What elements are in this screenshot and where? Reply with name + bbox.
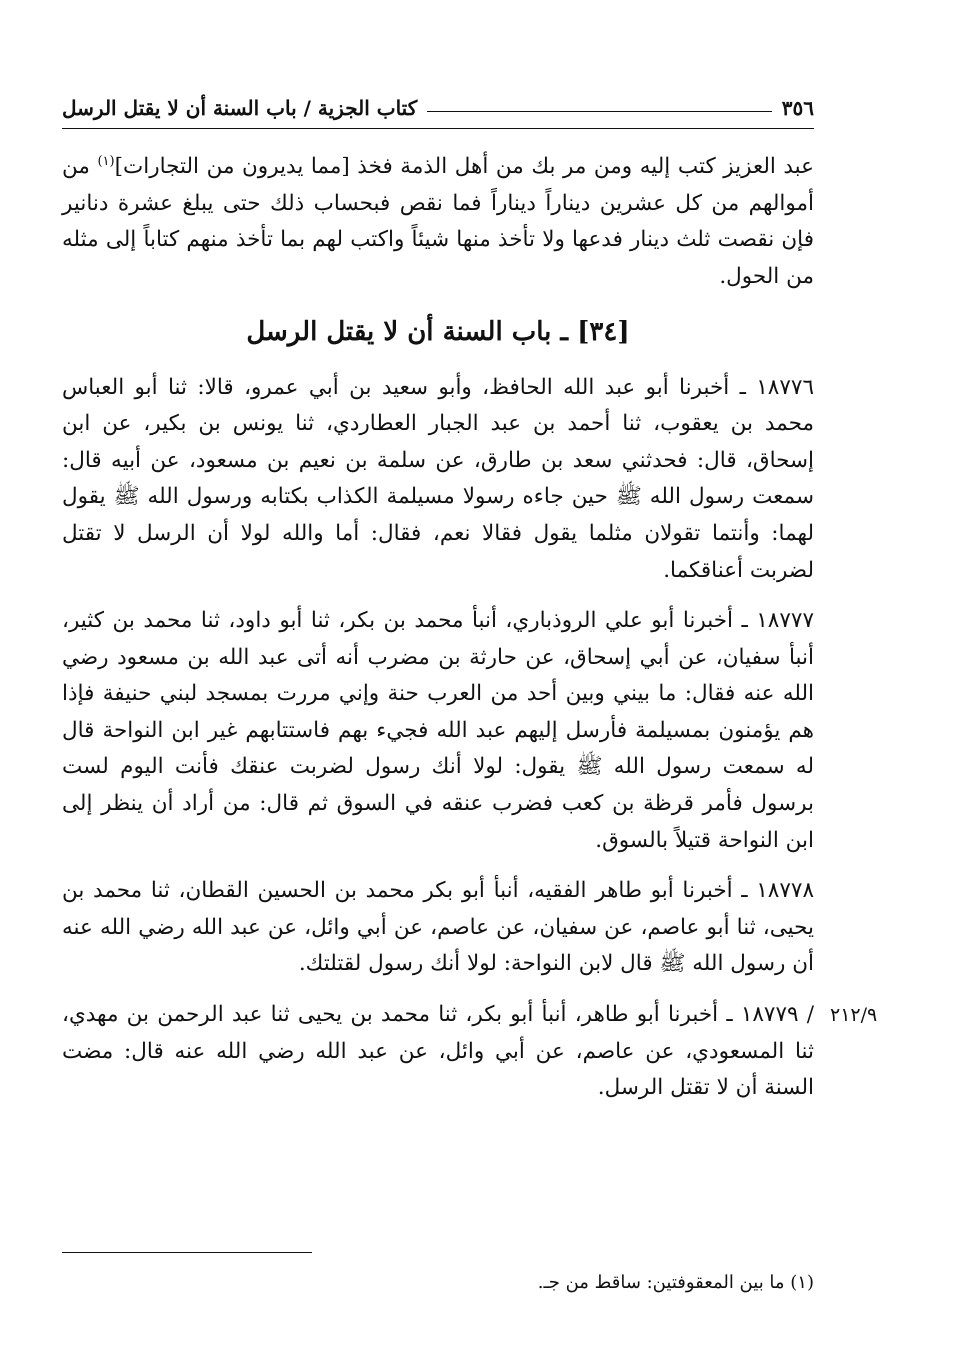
hadith-18778: ١٨٧٧٨ ـ أخبرنا أبو طاهر الفقيه، أنبأ أبو بكر محمد بن الحسين القطان، ثنا محمد بن يحيى، ثنا أبو عاصم، عن سفيان، عن عاصم، عن أبي وائل، عن عبد الله رضي الله عنه أن رسول الله ﷺ قال لابن النواحة: لولا أنك رسول لقتلتك. <box>62 878 814 977</box>
hadith-18777: ١٨٧٧٧ ـ أخبرنا أبو علي الروذباري، أنبأ محمد بن بكر، ثنا أبو داود، ثنا محمد بن كثير، أنبأ سفيان، عن أبي إسحاق، عن حارثة بن مضرب أنه أتى عبد الله بن مسعود رضي الله عنه فقال: ما بيني وبين أحد من العرب حنة وإني مررت بمسجد لبني حنيفة فإذا هم يؤمنون بمسيلمة فأرسل إليهم عبد الله فجيء بهم فاستتابهم غير ابن النواحة قال له سمعت رسول الله ﷺ يقول: لولا أنك رسول لضربت عنقك فأنت اليوم لست برسول فأمر قرظة بن كعب فضرب عنقه في السوق ثم قال: من أراد أن ينظر إلى ابن النواحة قتيلاً بالسوق. <box>62 608 814 853</box>
hadith-18776: ١٨٧٧٦ ـ أخبرنا أبو عبد الله الحافظ، وأبو سعيد بن أبي عمرو، قالا: ثنا أبو العباس محمد بن يعقوب، ثنا أحمد بن عبد الجبار العطاردي، ثنا يونس بن بكير، عن ابن إسحاق، قال: فحدثني سعد بن طارق، عن سلمة بن نعيم بن مسعود، عن أبيه قال: سمعت رسول الله ﷺ حين جاءه رسولا مسيلمة الكذاب بكتابه ورسول الله ﷺ يقول لهما: وأنتما تقولان مثلما يقول فقالا نعم، فقال: أما والله لولا أن الرسل لا تقتل لضربت أعناقكما. <box>62 374 814 583</box>
footnote-divider <box>62 1252 312 1253</box>
paragraph-text-a: عبد العزيز كتب إليه ومن مر بك من أهل الذمة فخذ [مما يديرون من التجارات] <box>114 154 815 180</box>
header-rule <box>427 111 772 112</box>
running-header <box>62 84 814 120</box>
footnote: (١) ما بين المعقوفتين: ساقط من جـ. <box>537 1272 814 1293</box>
continuation-paragraph <box>62 144 814 296</box>
hadith-18779 <box>62 997 878 1107</box>
hadith-18779-text: / ١٨٧٧٩ ـ أخبرنا أبو طاهر، أنبأ أبو بكر، ثنا محمد بن يحيى ثنا عبد الرحمن بن مهدي، ثنا المسعودي، عن عاصم، عن أبي وائل، عن عبد الله رضي الله عنه قال: مضت السنة أن لا تقتل الرسل. <box>62 1002 814 1101</box>
paragraph-text-b: من أموالهم من كل عشرين ديناراً ديناراً فما نقص فبحساب ذلك حتى يبلغ عشرة دنانير فإن نقصت ثلث دينار فدعها ولا تأخذ منها شيئاً واكتب لهم بما تأخذ منهم كتاباً إلى مثله من الحول. <box>62 154 814 289</box>
footnote-ref: (١) <box>97 154 115 169</box>
page-body <box>62 144 878 1121</box>
running-title: كتاب الجزية / باب السنة أن لا يقتل الرسل <box>62 96 418 120</box>
section-title: [٣٤] ـ باب السنة أن لا يقتل الرسل <box>246 316 630 347</box>
page-number: ٣٥٦ <box>781 96 814 120</box>
header-divider <box>62 128 814 129</box>
volume-page-reference <box>830 997 910 1033</box>
margin-ref-text: ٢١٢/٩ <box>830 1004 878 1027</box>
book-page <box>62 84 878 1314</box>
